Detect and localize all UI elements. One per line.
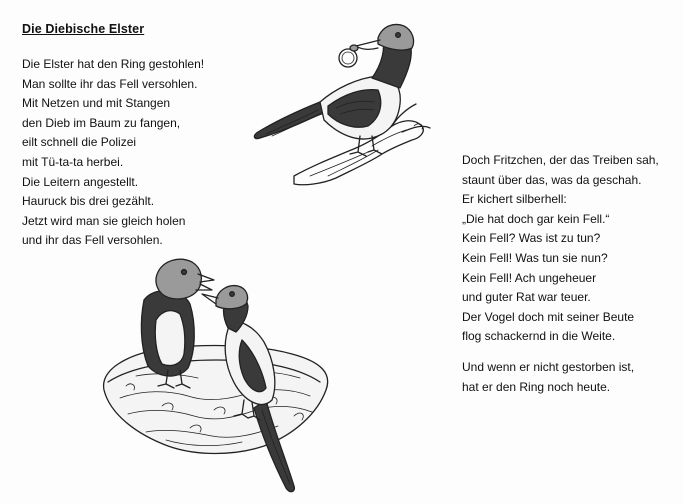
magpie-with-ring-illustration <box>232 8 444 198</box>
verse-line: und ihr das Fell versohlen. <box>22 233 163 248</box>
ring-stone <box>350 45 358 51</box>
magpie-head <box>378 25 414 51</box>
verse-line: Die Elster hat den Ring gestohlen! <box>22 57 205 71</box>
verse-line: Und wenn er nicht gestorben ist, <box>462 360 635 374</box>
verse-line: eilt schnell die Polizei <box>22 135 137 150</box>
left-magpie-eye <box>182 270 187 275</box>
magpie-eye <box>396 33 401 38</box>
verse-line: mit Tü-ta-ta herbei. <box>22 154 124 169</box>
stanza-2 <box>462 151 659 347</box>
left-magpie-head <box>156 259 201 299</box>
left-magpie-belly <box>155 311 185 366</box>
verse-line: Man sollte ihr das Fell versohlen. <box>22 76 198 91</box>
verse-line: Kein Fell! Was tun sie nun? <box>462 250 608 265</box>
verse-line: Doch Fritzchen, der das Treiben sah, <box>462 153 659 167</box>
verse-line: Er kichert silberhell: <box>462 192 567 207</box>
verse-line: Kein Fell? Was ist zu tun? <box>462 231 601 246</box>
magpie-tail <box>254 102 324 139</box>
verse-line: „Die hat doch gar kein Fell.“ <box>462 211 610 226</box>
stanza-3 <box>462 358 634 397</box>
magpie-beak <box>356 40 380 49</box>
verse-line: Jetzt wird man sie gleich holen <box>22 213 186 228</box>
stanza-1 <box>22 55 204 251</box>
verse-line: Hauruck bis drei gezählt. <box>22 194 155 209</box>
verse-line: Der Vogel doch mit seiner Beute <box>462 309 635 324</box>
verse-line: und guter Rat war teuer. <box>462 290 591 305</box>
verse-line: den Dieb im Baum zu fangen, <box>22 115 181 130</box>
verse-line: Mit Netzen und mit Stangen <box>22 96 171 111</box>
verse-line: staunt über das, was da geschah. <box>462 172 642 187</box>
poem-title: Die Diebische Elster <box>22 22 145 36</box>
right-magpie-head <box>216 286 248 309</box>
right-magpie-eye <box>230 292 235 297</box>
verse-line: hat er den Ring noch heute. <box>462 379 611 394</box>
verse-line: Die Leitern angestellt. <box>22 174 139 189</box>
verse-line: flog schackernd in die Weite. <box>462 329 616 344</box>
ring-inner <box>342 52 354 64</box>
two-magpies-in-nest-illustration <box>96 250 342 496</box>
verse-line: Kein Fell! Ach ungeheuer <box>462 270 597 285</box>
